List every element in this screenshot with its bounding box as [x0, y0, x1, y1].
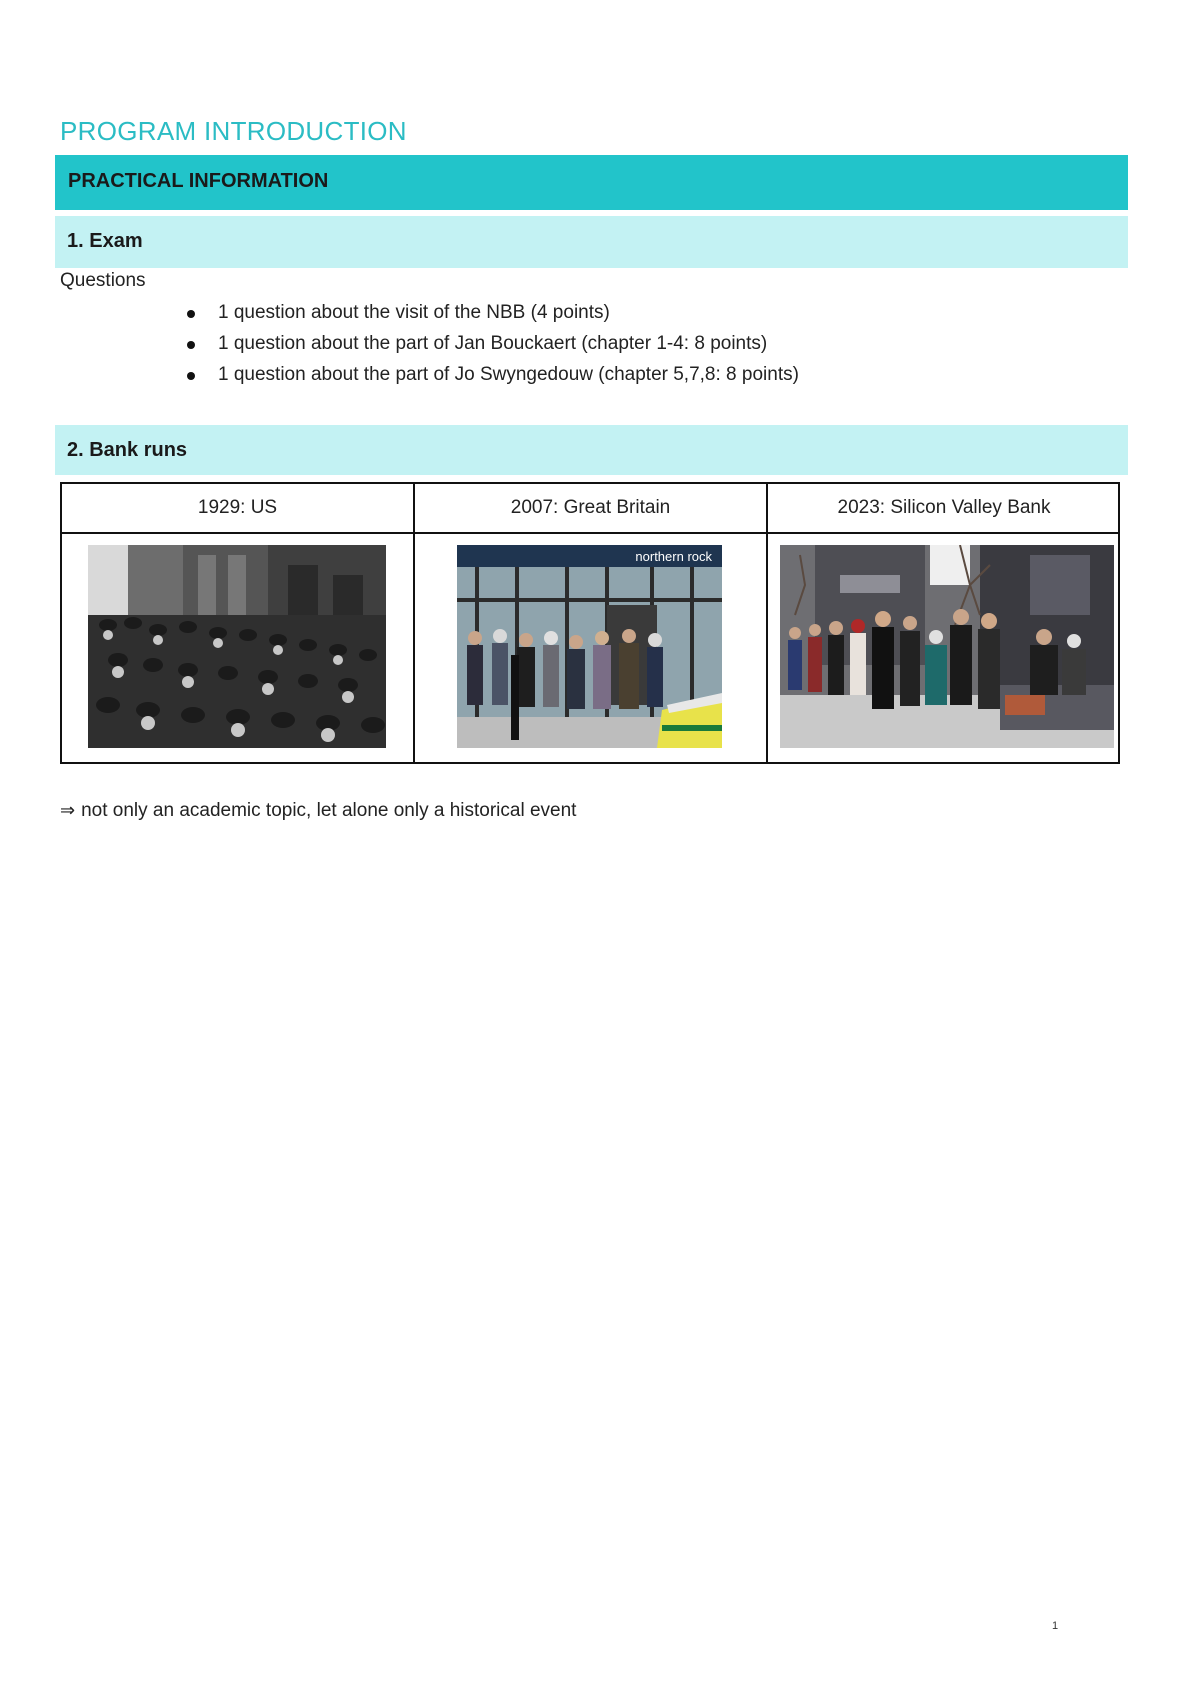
table-column-1929 [62, 484, 415, 762]
exam-heading-band [55, 216, 1128, 268]
document-title: PROGRAM INTRODUCTION [60, 116, 407, 146]
conclusion-line [60, 800, 576, 822]
page-number: 1 [1052, 1620, 1059, 1632]
table-column-2007 [415, 484, 768, 762]
section-heading-band [55, 155, 1128, 210]
column-header: 1929: US [62, 484, 413, 534]
photo-1929-crowd [88, 545, 386, 748]
column-header: 2007: Great Britain [415, 484, 766, 534]
questions-label: Questions [60, 270, 146, 291]
list-item: 1 question about the visit of the NBB (4 points) [178, 300, 799, 331]
list-item: 1 question about the part of Jan Bouckaert (chapter 1-4: 8 points) [178, 331, 799, 362]
column-header: 2023: Silicon Valley Bank [768, 484, 1120, 534]
bank-runs-heading: 2. Bank runs [67, 439, 188, 461]
photo-2007-northern-rock [457, 545, 722, 748]
conclusion-text: not only an academic topic, let alone only a historical event [81, 800, 577, 821]
exam-heading: 1. Exam [67, 230, 143, 252]
list-item: 1 question about the part of Jo Swyngedouw (chapter 5,7,8: 8 points) [178, 362, 799, 393]
section-heading: PRACTICAL INFORMATION [68, 170, 329, 192]
arrow-right-icon: ⇒ [60, 800, 76, 821]
exam-question-list [178, 300, 799, 393]
bank-runs-heading-band [55, 425, 1128, 475]
table-column-2023 [768, 484, 1120, 762]
photo-2023-svb-queue [780, 545, 1114, 748]
northern-rock-sign: northern rock [635, 549, 712, 564]
bank-runs-table [60, 482, 1120, 764]
